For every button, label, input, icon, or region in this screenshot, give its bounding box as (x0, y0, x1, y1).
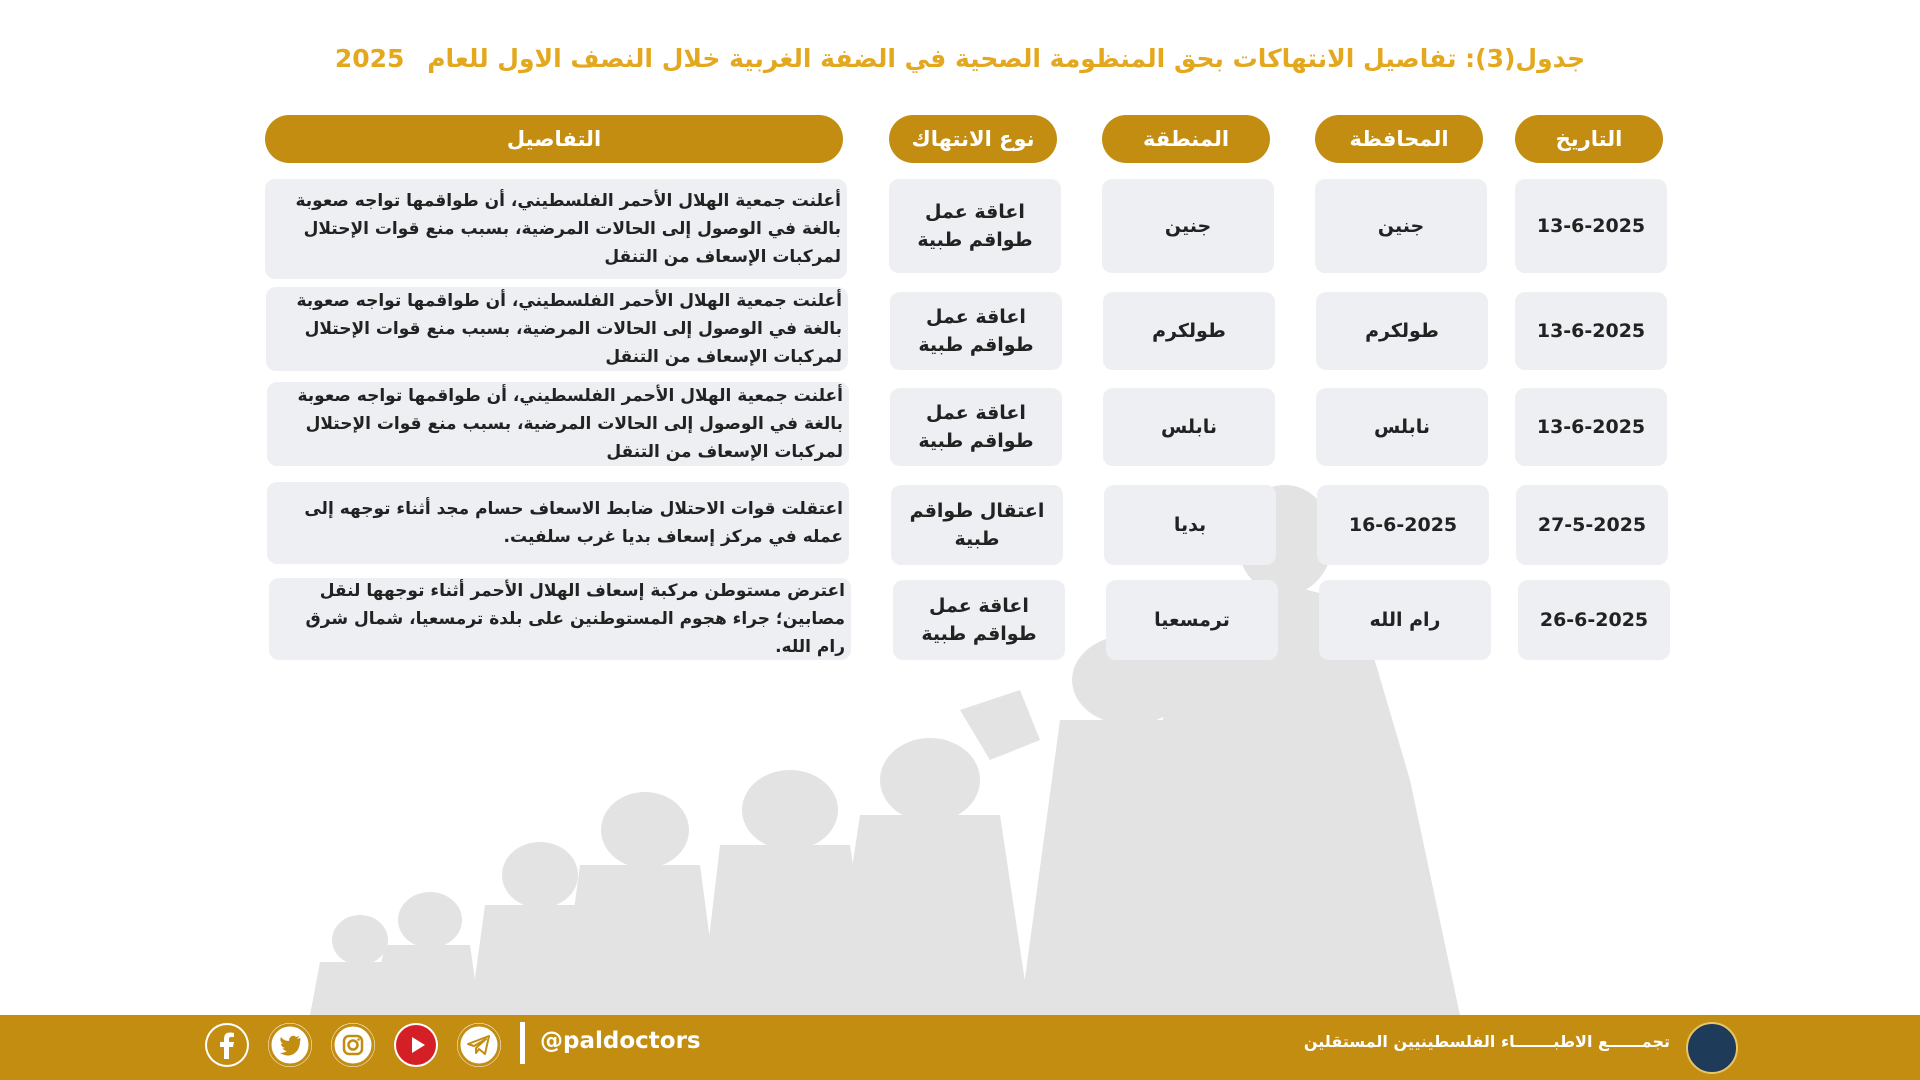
telegram-icon[interactable] (457, 1023, 501, 1067)
cell-governorate: 16-6-2025 (1317, 485, 1489, 565)
cell-date: 26-6-2025 (1518, 580, 1670, 660)
cell-violation-type: اعاقة عمل طواقم طبية (889, 179, 1061, 273)
cell-details: أعلنت جمعية الهلال الأحمر الفلسطيني، أن طواقمها تواجه صعوبة بالغة في الوصول إلى الحالات المرضية، بسبب منع قوات الإحتلال لمركبات الإسعاف من التنقل (267, 382, 849, 466)
facebook-icon[interactable] (205, 1023, 249, 1067)
cell-violation-type: اعاقة عمل طواقم طبية (890, 292, 1062, 370)
cell-area: ترمسعيا (1106, 580, 1278, 660)
table-title (0, 44, 1920, 73)
cell-governorate: جنين (1315, 179, 1487, 273)
cell-date: 13-6-2025 (1515, 179, 1667, 273)
cell-details: اعتقلت قوات الاحتلال ضابط الاسعاف حسام مجد أثناء توجهه إلى عمله في مركز إسعاف بديا غرب سلفيت. (267, 482, 849, 564)
header-violation-type: نوع الانتهاك (889, 115, 1057, 163)
social-icons (205, 1023, 501, 1067)
cell-governorate: رام الله (1319, 580, 1491, 660)
youtube-icon[interactable] (394, 1023, 438, 1067)
header-area: المنطقة (1102, 115, 1270, 163)
twitter-icon[interactable] (268, 1023, 312, 1067)
cell-violation-type: اعتقال طواقم طبية (891, 485, 1063, 565)
cell-governorate: طولكرم (1316, 292, 1488, 370)
header-governorate: المحافظة (1315, 115, 1483, 163)
cell-area: جنين (1102, 179, 1274, 273)
cell-area: بديا (1104, 485, 1276, 565)
social-handle[interactable]: @paldoctors (540, 1028, 701, 1054)
footer-separator (520, 1022, 525, 1064)
organization-name: تجمــــــع الاطبـــــــاء الفلسطينيين المستقلين (1303, 1032, 1670, 1051)
title-text: جدول(3): تفاصيل الانتهاكات بحق المنظومة الصحية في الضفة الغربية خلال النصف الاول للعام (427, 44, 1586, 73)
cell-violation-type: اعاقة عمل طواقم طبية (893, 580, 1065, 660)
cell-area: طولكرم (1103, 292, 1275, 370)
cell-governorate: نابلس (1316, 388, 1488, 466)
cell-details: أعلنت جمعية الهلال الأحمر الفلسطيني، أن طواقمها تواجه صعوبة بالغة في الوصول إلى الحالات المرضية، بسبب منع قوات الإحتلال لمركبات الإسعاف من التنقل (265, 179, 847, 279)
header-date: التاريخ (1515, 115, 1663, 163)
cell-date: 13-6-2025 (1515, 388, 1667, 466)
instagram-icon[interactable] (331, 1023, 375, 1067)
header-details: التفاصيل (265, 115, 843, 163)
organization-logo (1686, 1022, 1738, 1074)
cell-date: 13-6-2025 (1515, 292, 1667, 370)
cell-area: نابلس (1103, 388, 1275, 466)
cell-details: اعترض مستوطن مركبة إسعاف الهلال الأحمر أثناء توجهها لنقل مصابين؛ جراء هجوم المستوطنين على بلدة ترمسعيا، شمال شرق رام الله. (269, 578, 851, 660)
cell-violation-type: اعاقة عمل طواقم طبية (890, 388, 1062, 466)
cell-date: 27-5-2025 (1516, 485, 1668, 565)
cell-details: أعلنت جمعية الهلال الأحمر الفلسطيني، أن طواقمها تواجه صعوبة بالغة في الوصول إلى الحالات المرضية، بسبب منع قوات الإحتلال لمركبات الإسعاف من التنقل (266, 287, 848, 371)
title-year: 2025 (334, 44, 405, 73)
